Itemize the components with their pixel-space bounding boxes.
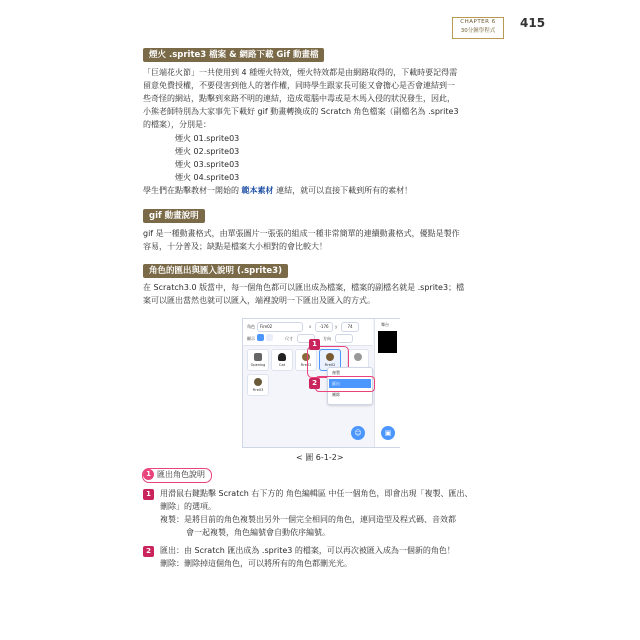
- paragraph-text: 學生們在點擊教材一開始的: [143, 186, 239, 195]
- sprite-thumbnail-icon: [254, 353, 262, 361]
- x-position-input[interactable]: -176: [315, 322, 333, 332]
- firework-sprite-icon: [354, 353, 362, 361]
- paragraph-line: 的檔案），分別是：: [143, 120, 211, 129]
- show-label: 顯示: [247, 336, 255, 341]
- sprite-tile[interactable]: [271, 349, 293, 371]
- figure-caption: < 圖 6-1-2>: [296, 453, 344, 462]
- section-heading-gif: gif 動畫說明: [143, 209, 205, 223]
- paragraph-line: 容易，十分普及；缺點是檔案大小相對的會比較大！: [143, 242, 327, 251]
- cat-sprite-icon: [278, 353, 286, 361]
- callout-highlight-export: [315, 376, 375, 392]
- y-label: y: [335, 324, 338, 329]
- direction-label: 方向: [323, 336, 331, 341]
- section-heading-export-import: 角色的匯出與匯入說明 (.sprite3): [143, 264, 288, 278]
- step-text: 複製：是將目前的角色複製出另外一個完全相同的角色，連同造型及程式碼、音效都: [160, 515, 456, 524]
- step-number: 2: [143, 546, 154, 557]
- file-list-item: 煙火 03.sprite03: [175, 160, 240, 169]
- callout-number: 1: [309, 339, 320, 350]
- paragraph-line: 「巨端花火節」一共使用到 4 種煙火特效，煙火特效都是由網路取得的，下載時要記得需: [143, 68, 458, 77]
- y-position-input[interactable]: 74: [341, 322, 359, 332]
- menu-item-duplicate[interactable]: 複製: [332, 370, 340, 375]
- sprite-tile-label: Fire03: [252, 388, 264, 392]
- page-number: 415: [520, 16, 546, 30]
- stage-panel: [374, 319, 400, 447]
- sprite-name-input[interactable]: Fire02: [257, 322, 303, 332]
- paragraph-line: 案可以匯出當然也就可以匯入，端裡說明一下匯出及匯入的方式。: [143, 296, 375, 305]
- chapter-subtitle: 30分鐘學程式: [460, 28, 496, 34]
- x-label: x: [309, 324, 312, 329]
- step-text: 用滑鼠右鍵點擊 Scratch 右下方的 角色編輯區 中任一個角色，即會出現「複製、匯出、: [160, 489, 473, 498]
- step-text: 會一起複製，角色編號會自動依序編號。: [186, 528, 330, 537]
- paragraph-line: [143, 185, 412, 197]
- firework-sprite-icon: [254, 378, 262, 386]
- scratch-sprite-panel-screenshot: [242, 318, 400, 448]
- step-text: 刪除：刪除掉這個角色，可以將所有的角色都刪光光。: [160, 559, 352, 568]
- chapter-label: CHAPTER 6: [460, 19, 496, 25]
- export-title: 匯出角色說明: [157, 470, 205, 479]
- sprite-tile[interactable]: [247, 349, 269, 371]
- section-heading-fireworks: 煙火 .sprite3 檔案 & 網路下載 Gif 動畫檔: [143, 48, 324, 62]
- size-label: 尺寸: [285, 336, 293, 341]
- sprite-label: 角色: [247, 324, 255, 329]
- chapter-badge: [452, 17, 504, 39]
- step-text: 刪除」的選項。: [160, 502, 216, 511]
- file-list-item: 煙火 01.sprite03: [175, 134, 240, 143]
- step-text: 匯出：由 Scratch 匯出成為 .sprite3 的檔案，可以再次被匯入成為一個新的角色！: [160, 546, 455, 555]
- template-materials-link[interactable]: 範本素材: [241, 186, 274, 195]
- menu-item-delete[interactable]: 刪除: [332, 392, 340, 397]
- file-list-item: 煙火 04.sprite03: [175, 173, 240, 182]
- choose-backdrop-icon[interactable]: ▣: [381, 426, 395, 440]
- hide-toggle[interactable]: [266, 334, 273, 341]
- choose-sprite-icon[interactable]: ☺: [351, 426, 365, 440]
- sprite-tile-label: Fire02: [324, 363, 336, 367]
- stage-thumbnail[interactable]: [378, 331, 397, 353]
- paragraph-line: 小熊老師特別為大家事先下載好 gif 動畫轉換成的 Scratch 角色檔案（副檔名為 .sprite3: [143, 107, 459, 116]
- paragraph-line: 些奇怪的網站，點擊到來路不明的連結，造成電腦中毒或是木馬入侵的狀況發生，因此，: [143, 94, 455, 103]
- stage-label: 舞台: [381, 322, 389, 327]
- sprite-info-bar: [243, 319, 373, 346]
- menu-item-export[interactable]: 匯出: [329, 379, 371, 388]
- paragraph-text: 連結，就可以直接下載到所有的素材！: [276, 186, 413, 195]
- sprite-tile[interactable]: [247, 374, 269, 396]
- show-visible-toggle[interactable]: [257, 334, 264, 341]
- callout-number: 2: [309, 378, 320, 389]
- paragraph-line: gif 是一種動畫格式，由單張圖片一張張的組成一種非常簡單的連續動畫格式，優點是製作: [143, 229, 460, 238]
- direction-input[interactable]: [335, 334, 353, 343]
- file-list-item: 煙火 02.sprite03: [175, 147, 240, 156]
- sprite-tile-label: Fire01: [300, 363, 312, 367]
- sprite-tile-label: Opening: [250, 363, 266, 367]
- export-title-badge: 1: [143, 469, 154, 480]
- sprite-tile-label: Cat: [279, 363, 285, 367]
- paragraph-line: 留意免費授權，不要侵害到他人的著作權，同時學生跟家長可能又會擔心是否會連結到一: [143, 81, 455, 90]
- paragraph-line: 在 Scratch3.0 版當中，每一個角色都可以匯出成為檔案，檔案的副檔名就是 .sprite3；檔: [143, 283, 465, 292]
- step-number: 1: [143, 489, 154, 500]
